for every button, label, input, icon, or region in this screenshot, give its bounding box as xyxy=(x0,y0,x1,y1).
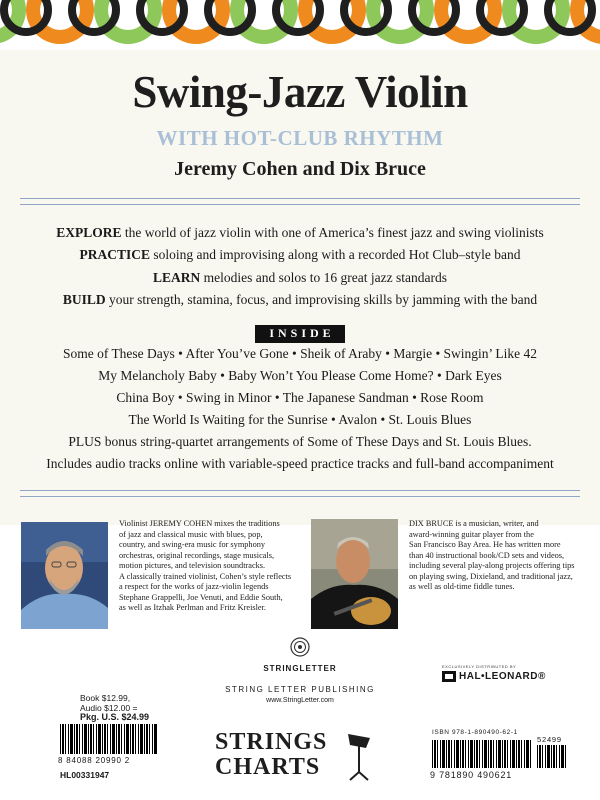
publisher-block xyxy=(200,636,400,704)
dix-bruce-photo xyxy=(311,519,398,629)
inside-heading xyxy=(0,324,600,343)
book-authors: Jeremy Cohen and Dix Bruce xyxy=(174,158,426,180)
stringletter-logo-icon xyxy=(289,636,311,658)
song-line: Some of These Days • After You’ve Gone • Sheik of Araby • Margie • Swingin’ Like 42 xyxy=(62,346,538,361)
feature-list xyxy=(0,222,600,311)
bruce-bio: DIX BRUCE is a musician, writer, and award-winning guitar player from the San Francisco Bay Area. He has written more than 40 instructional book/CD sets and videos, including several play-along projects offering tips on playing swing, Dixieland, and traditional jazz, as well as old-time fiddle tunes. xyxy=(409,519,575,591)
song-list xyxy=(0,343,600,476)
price-block xyxy=(80,694,149,723)
hl-code: HL00331947 xyxy=(60,770,110,780)
bonus-note: PLUS bonus string-quartet arrangements of Some of These Days and St. Louis Blues. xyxy=(68,434,532,450)
hal-leonard-logo-icon xyxy=(442,671,456,682)
ean-barcode xyxy=(432,740,532,768)
feature-practice: PRACTICE soloing and improvising along with a recorded Hot Club–style band xyxy=(79,247,521,263)
price-total: Pkg. U.S. $24.99 xyxy=(80,712,150,722)
series-line-2: CHARTS xyxy=(215,754,321,780)
music-stand-icon xyxy=(346,732,372,782)
book-subtitle: WITH HOT-CLUB RHYTHM xyxy=(156,126,444,150)
cohen-bio: Violinist JEREMY COHEN mixes the traditions of jazz and classical music with blues, pop, country, and swing-era music for symphony orchestras, original recordings, stage musicals, motion pictures, and television soundtracks. A classically trained violinist, Cohen’s style reflects a respect for the works of jazz-violin legends Stephane Grappelli, Joe Venuti, and Eddie South, as well as Itzhak Perlman and Fritz Kreisler. xyxy=(119,519,292,612)
stringletter-logo-text: STRINGLETTER xyxy=(263,664,337,673)
distributor-name: HAL•LEONARD® xyxy=(459,671,546,682)
price-audio: Audio $12.00 = xyxy=(80,702,138,713)
distributor-block xyxy=(442,664,560,682)
divider-bottom xyxy=(20,490,580,497)
inside-label: INSIDE xyxy=(255,325,344,343)
feature-learn: LEARN melodies and solos to 16 great jazz standards xyxy=(153,269,447,285)
isbn-number: ISBN 978-1-890490-62-1 xyxy=(432,729,518,736)
ean-addon-number: 52499 xyxy=(537,735,562,744)
song-line: China Boy • Swing in Minor • The Japanese Sandman • Rose Room xyxy=(116,390,484,406)
distributor-note: EXCLUSIVELY DISTRIBUTED BY xyxy=(442,664,517,669)
ean-addon-barcode xyxy=(537,745,567,768)
feature-build: BUILD your strength, stamina, focus, and improvising skills by jamming with the band xyxy=(62,291,538,307)
publisher-name: STRING LETTER PUBLISHING xyxy=(225,685,375,694)
publisher-url: www.StringLetter.com xyxy=(266,697,334,704)
divider-top xyxy=(20,198,580,205)
book-title: Swing-Jazz Violin xyxy=(132,67,468,117)
upc-number: 8 84088 20990 2 xyxy=(58,756,131,765)
song-line: My Melancholy Baby • Baby Won’t You Please Come Home? • Dark Eyes xyxy=(98,368,502,384)
upc-barcode xyxy=(60,724,158,754)
decorative-ring-band xyxy=(0,0,600,50)
jeremy-cohen-photo xyxy=(21,522,108,629)
song-line: The World Is Waiting for the Sunrise • Avalon • St. Louis Blues xyxy=(128,412,472,428)
feature-explore: EXPLORE the world of jazz violin with one of America’s finest jazz and swing violinists xyxy=(56,225,544,240)
audio-note: Includes audio tracks online with variable-speed practice tracks and full-band accompaniment xyxy=(46,456,554,472)
series-line-1: STRINGS xyxy=(215,729,328,755)
ean-number: 9 781890 490621 xyxy=(430,770,513,780)
price-book: Book $12.99, xyxy=(80,693,131,703)
